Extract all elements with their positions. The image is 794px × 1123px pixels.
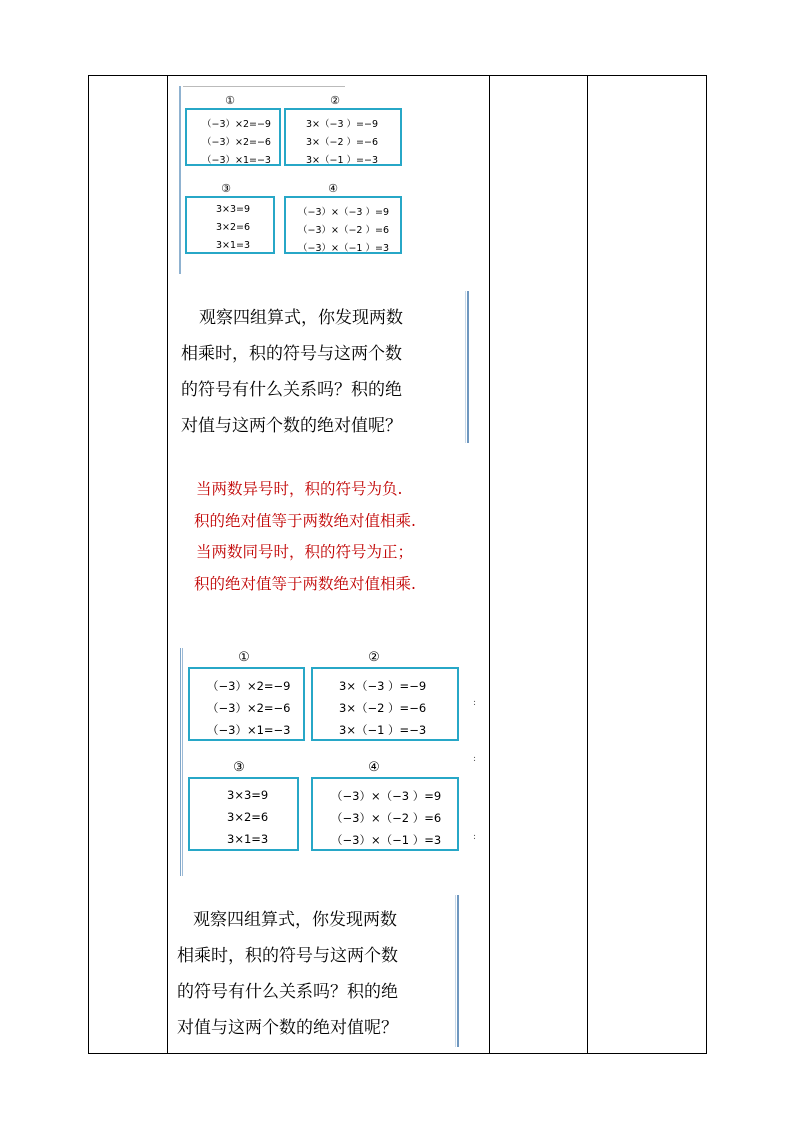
equation-line: 3×（−3 ）=−9 xyxy=(306,119,378,130)
equation-box-3 xyxy=(188,777,299,851)
answer-text xyxy=(194,474,416,600)
equation-line: 3×1=3 xyxy=(216,240,251,251)
table-col-line-3 xyxy=(489,75,490,1054)
table-col-line-4 xyxy=(587,75,588,1054)
question-line: 对值与这两个数的绝对值呢？ xyxy=(177,1018,398,1038)
figure-top-rule xyxy=(183,86,345,87)
answer-line: 积的绝对值等于两数绝对值相乘. xyxy=(194,511,416,530)
table-col-line-5 xyxy=(706,75,707,1054)
table-bottom-border xyxy=(88,1053,707,1054)
question-line: 观察四组算式，你发现两数 xyxy=(193,910,397,930)
figure-side-bar xyxy=(180,648,183,876)
equation-line: 3×3=9 xyxy=(216,204,251,215)
group-label-1: ① xyxy=(238,650,250,665)
question-line: 的符号有什么关系吗？积的绝 xyxy=(181,380,402,400)
equation-line: （−3）×（−3 ）=9 xyxy=(331,789,442,803)
equation-box-4 xyxy=(284,196,402,254)
equation-line: （−3）×（−2 ）=6 xyxy=(298,225,389,236)
equation-line: 3×（−1 ）=−3 xyxy=(339,723,427,737)
equation-line: （−3）×（−3 ）=9 xyxy=(298,207,389,218)
question-text-2 xyxy=(177,902,398,1046)
question-side-bar xyxy=(465,291,469,443)
equation-line: 3×3=9 xyxy=(227,788,269,802)
equation-box-2 xyxy=(311,667,459,741)
group-label-3: ③ xyxy=(233,760,245,775)
edge-speck: : xyxy=(473,832,477,842)
answer-line: 积的绝对值等于两数绝对值相乘. xyxy=(194,574,416,593)
equation-line: （−3）×2=−9 xyxy=(207,679,291,693)
equation-line: 3×（−3 ）=−9 xyxy=(339,679,427,693)
edge-speck: : xyxy=(473,698,477,708)
equation-box-2 xyxy=(284,108,402,166)
answer-line: 当两数同号时，积的符号为正； xyxy=(196,543,414,561)
equation-line: （−3）×（−1 ）=3 xyxy=(331,833,442,847)
question-line: 观察四组算式，你发现两数 xyxy=(199,308,403,328)
equation-line: 3×（−2 ）=−6 xyxy=(339,701,427,715)
question-side-bar xyxy=(455,895,459,1047)
equation-line: （−3）×2=−6 xyxy=(207,701,291,715)
group-label-2: ② xyxy=(368,650,380,665)
question-text-1 xyxy=(181,300,403,444)
equation-line: （−3）×2=−9 xyxy=(202,119,271,130)
equation-box-1 xyxy=(185,108,281,166)
equation-line: （−3）×1=−3 xyxy=(202,155,271,166)
equation-line: （−3）×（−2 ）=6 xyxy=(331,811,442,825)
figure-side-bar xyxy=(179,86,181,274)
group-label-4: ④ xyxy=(368,760,380,775)
group-label-3: ③ xyxy=(221,182,231,195)
equation-line: 3×1=3 xyxy=(227,832,269,846)
table-top-border xyxy=(88,75,707,76)
equation-line: （−3）×（−1 ）=3 xyxy=(298,243,389,254)
equation-line: （−3）×1=−3 xyxy=(207,723,291,737)
table-col-line-2 xyxy=(167,75,168,1054)
equation-box-4 xyxy=(311,777,459,851)
group-label-4: ④ xyxy=(328,182,338,195)
group-label-1: ① xyxy=(225,94,235,107)
equation-line: （−3）×2=−6 xyxy=(202,137,271,148)
group-label-2: ② xyxy=(330,94,340,107)
equation-box-3 xyxy=(185,196,275,254)
equation-line: 3×2=6 xyxy=(227,810,269,824)
question-line: 对值与这两个数的绝对值呢？ xyxy=(181,416,402,436)
question-line: 相乘时，积的符号与这两个数 xyxy=(181,344,402,364)
edge-speck: : xyxy=(473,754,477,764)
equation-box-1 xyxy=(188,667,305,741)
equation-line: 3×2=6 xyxy=(216,222,251,233)
table-col-line-1 xyxy=(88,75,89,1054)
question-line: 的符号有什么关系吗？积的绝 xyxy=(177,982,398,1002)
question-line: 相乘时，积的符号与这两个数 xyxy=(177,946,398,966)
equation-line: 3×（−1 ）=−3 xyxy=(306,155,378,166)
answer-line: 当两数异号时，积的符号为负. xyxy=(196,480,403,498)
equation-line: 3×（−2 ）=−6 xyxy=(306,137,378,148)
